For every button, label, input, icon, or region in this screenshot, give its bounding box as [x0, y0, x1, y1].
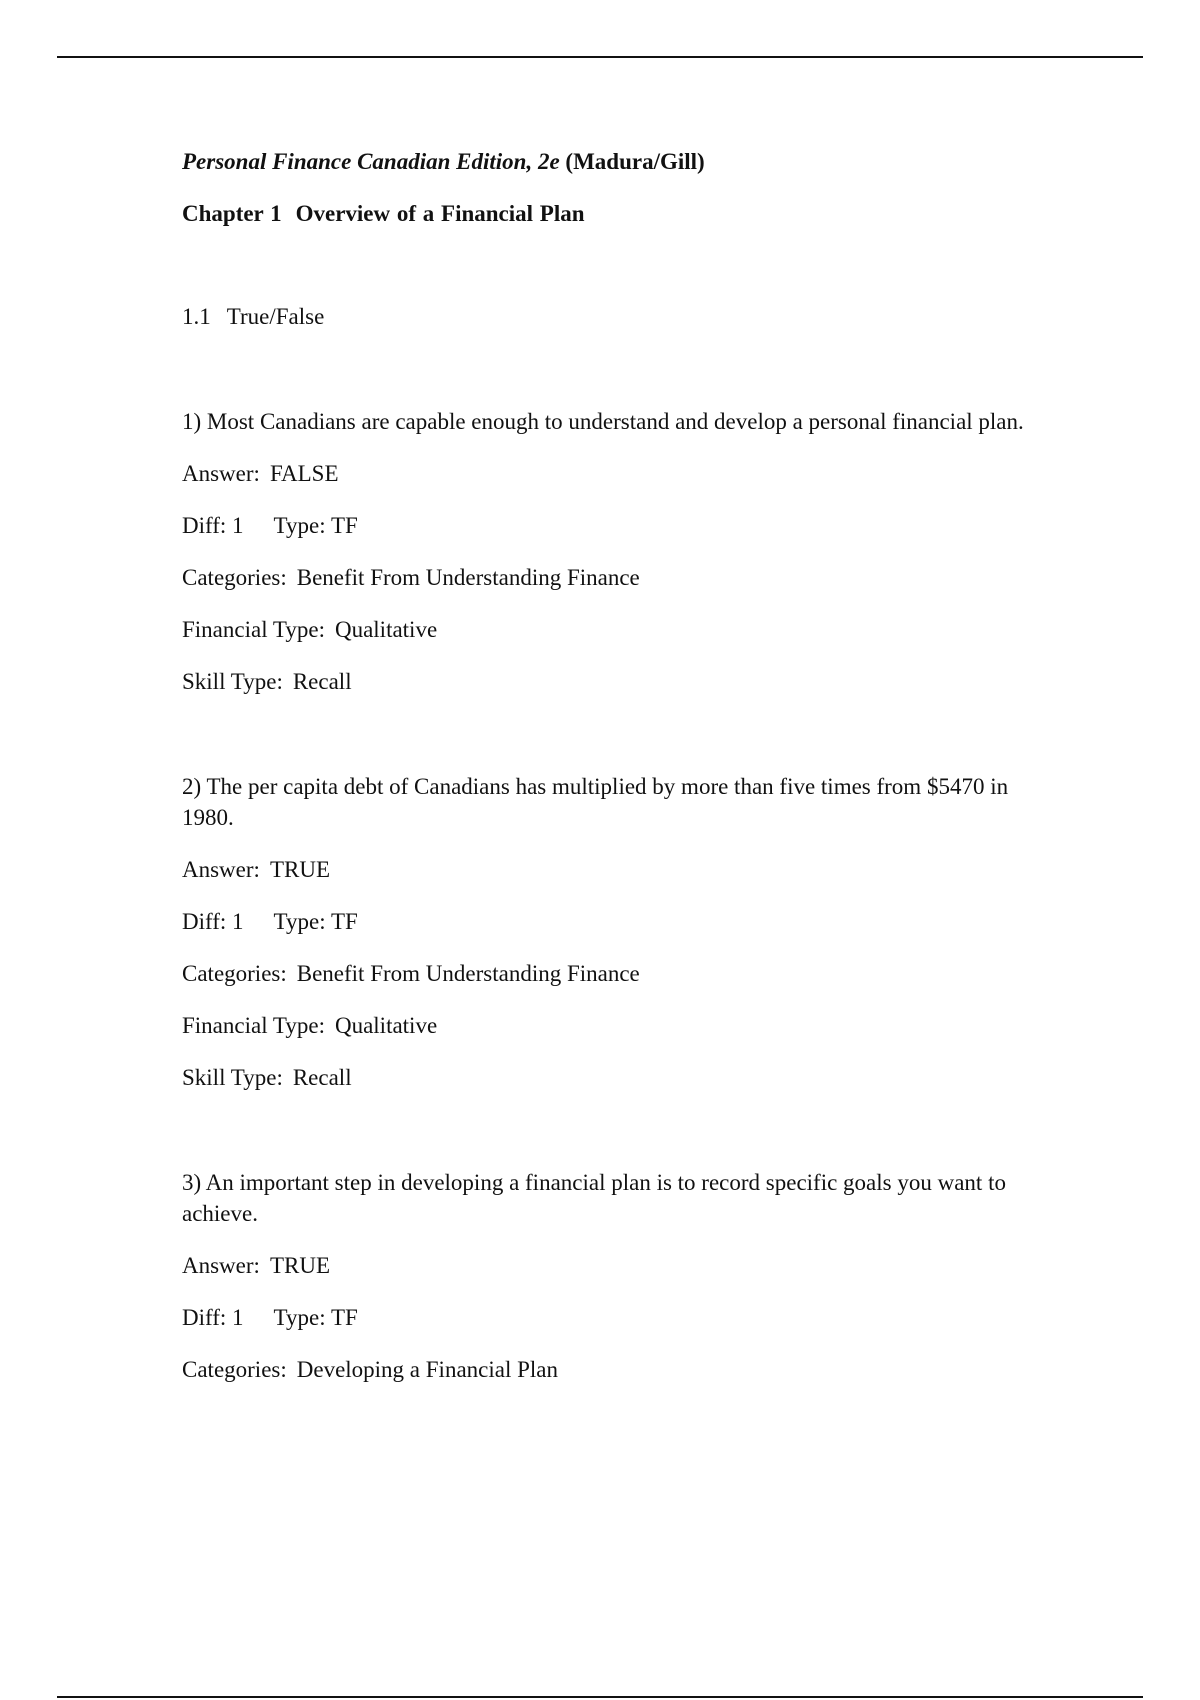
book-title-italic: Personal Finance Canadian Edition, 2e: [182, 149, 560, 174]
book-authors: (Madura/Gill): [565, 149, 705, 174]
skill-type-line: [182, 1062, 1062, 1093]
skill-type-label: Skill Type:: [182, 1065, 283, 1090]
diff-type-line: [182, 1302, 1062, 1333]
financial-type-label: Financial Type:: [182, 617, 325, 642]
categories-line: [182, 1354, 1062, 1385]
financial-type-label: Financial Type:: [182, 1013, 325, 1038]
diff-type-line: [182, 510, 1062, 541]
section-heading: [182, 301, 1062, 332]
skill-type-label: Skill Type:: [182, 669, 283, 694]
skill-type-value: Recall: [292, 1065, 352, 1090]
categories-value: Benefit From Understanding Finance: [296, 565, 640, 590]
diff-label: Diff:: [182, 1305, 227, 1330]
skill-type-line: [182, 666, 1062, 697]
question-item: [182, 771, 1062, 1093]
financial-type-line: [182, 614, 1062, 645]
diff-label: Diff:: [182, 513, 227, 538]
bottom-rule: [57, 1696, 1143, 1698]
diff-label: Diff:: [182, 909, 227, 934]
diff-value: 1: [232, 513, 244, 538]
document-body: [182, 146, 1062, 1385]
type-value: TF: [330, 909, 358, 934]
answer-label: Answer:: [182, 1253, 260, 1278]
section-number: 1.1: [182, 304, 211, 329]
chapter-number: Chapter 1: [182, 201, 282, 226]
categories-value: Benefit From Understanding Finance: [296, 961, 640, 986]
answer-label: Answer:: [182, 461, 260, 486]
question-item: [182, 406, 1062, 697]
answer-label: Answer:: [182, 857, 260, 882]
chapter-title: Overview of a Financial Plan: [295, 201, 585, 226]
answer-value: FALSE: [269, 461, 339, 486]
answer-value: TRUE: [269, 1253, 330, 1278]
diff-type-line: [182, 906, 1062, 937]
financial-type-value: Qualitative: [334, 617, 438, 642]
skill-type-value: Recall: [292, 669, 352, 694]
financial-type-line: [182, 1010, 1062, 1041]
book-title: [182, 146, 1062, 177]
answer-line: [182, 854, 1062, 885]
categories-label: Categories:: [182, 565, 287, 590]
diff-value: 1: [232, 1305, 244, 1330]
categories-value: Developing a Financial Plan: [296, 1357, 558, 1382]
categories-line: [182, 958, 1062, 989]
type-value: TF: [330, 513, 358, 538]
categories-line: [182, 562, 1062, 593]
answer-value: TRUE: [269, 857, 330, 882]
section-title: True/False: [226, 304, 325, 329]
type-label: Type:: [273, 1305, 326, 1330]
top-rule: [57, 56, 1143, 58]
answer-line: [182, 1250, 1062, 1281]
question-text: 3) An important step in developing a financial plan is to record specific goals you want to achieve.: [182, 1170, 1006, 1226]
categories-label: Categories:: [182, 961, 287, 986]
financial-type-value: Qualitative: [334, 1013, 438, 1038]
categories-label: Categories:: [182, 1357, 287, 1382]
question-text: 2) The per capita debt of Canadians has multiplied by more than five times from $5470 in 1980.: [182, 774, 1009, 830]
question-item: [182, 1167, 1062, 1385]
type-value: TF: [330, 1305, 358, 1330]
diff-value: 1: [232, 909, 244, 934]
chapter-heading: [182, 198, 1062, 229]
type-label: Type:: [273, 513, 326, 538]
answer-line: [182, 458, 1062, 489]
type-label: Type:: [273, 909, 326, 934]
question-text: 1) Most Canadians are capable enough to understand and develop a personal financial plan.: [182, 409, 1024, 434]
